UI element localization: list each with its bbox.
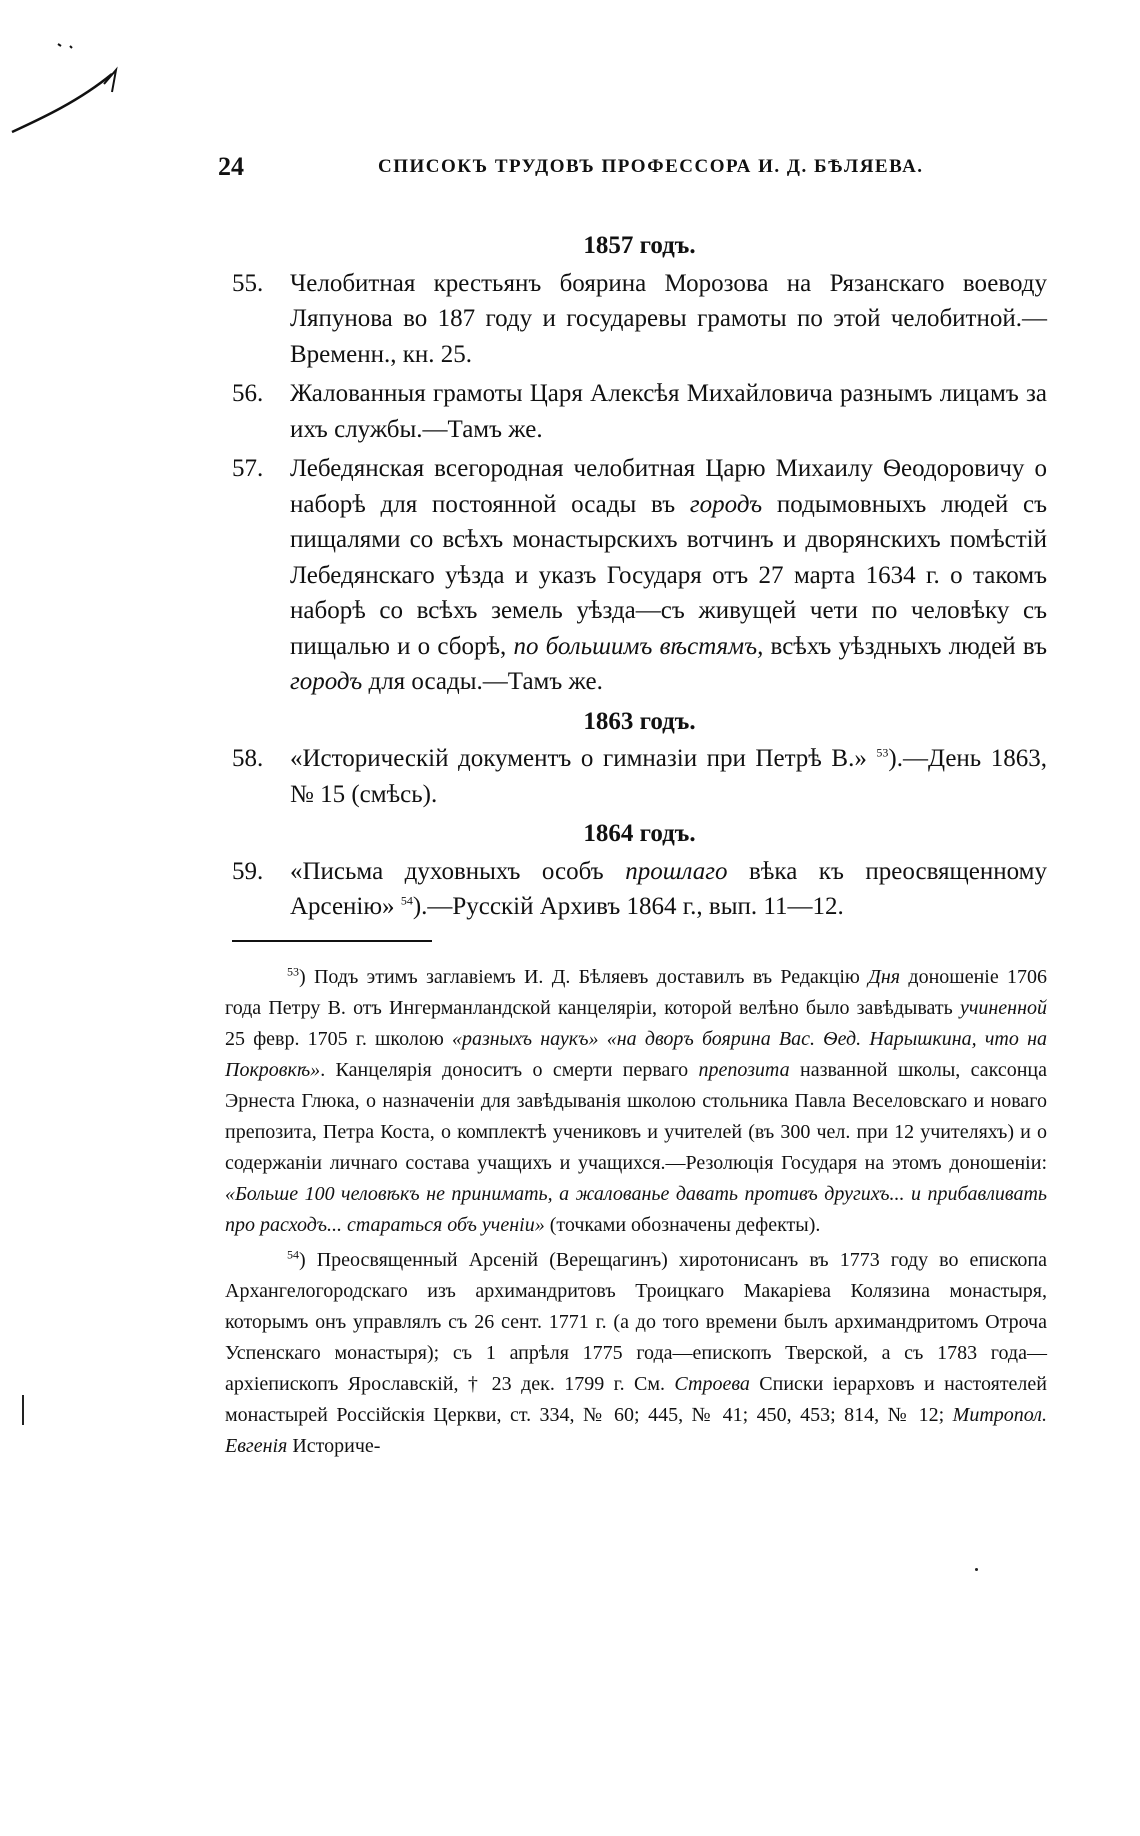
scan-speck — [22, 1395, 24, 1425]
entry-55 — [232, 266, 1047, 373]
entry-text — [290, 451, 1047, 700]
text-run: «Историческій документъ о гимназіи при Петрѣ В.» — [290, 745, 877, 772]
year-heading: 1863 годъ. — [583, 707, 696, 735]
entry-number: 58. — [232, 745, 264, 772]
entry-number: 55. — [232, 269, 264, 297]
entry-text: Челобитная крестьянъ боярина Морозова на Рязанскаго воеводу Ляпунова во 187 году и государевы грамоты по этой челобитной.—Временн., кн. 25. — [290, 269, 1047, 368]
entry-59 — [232, 854, 1047, 925]
italic-run: городъ — [290, 668, 363, 695]
footnote-ref: 53 — [876, 745, 889, 760]
entry-text — [290, 854, 1047, 925]
footnote-mark: 54 — [287, 1247, 299, 1262]
text-run: ) Подъ этимъ заглавіемъ И. Д. Бѣляевъ доставилъ въ Редакцію — [299, 966, 869, 988]
italic-run: учиненной — [959, 997, 1047, 1019]
italic-run: прошлаго — [625, 857, 728, 885]
page-number: 24 — [218, 152, 244, 181]
footnote-54 — [225, 1245, 1047, 1462]
footnotes — [225, 962, 1047, 1466]
main-text — [232, 228, 1047, 929]
text-run: . Канцелярія доноситъ о смерти перваго — [320, 1059, 699, 1081]
text-run: ).—Русскій Архивъ 1864 г., вып. 11—12. — [412, 893, 844, 920]
entry-number: 56. — [232, 380, 264, 407]
text-run: «Письма духовныхъ особъ — [290, 857, 626, 885]
running-title: СПИСОКЪ ТРУДОВЪ ПРОФЕССОРА И. Д. БѢЛЯЕВА. — [378, 156, 924, 177]
text-run: (точками обозначены дефекты). — [544, 1214, 821, 1236]
italic-run: «Больше 100 человѣкъ не принимать, а жалованье давать противъ другихъ... и прибавливать про расходъ... стараться объ ученіи» — [225, 1183, 1047, 1236]
text-run: вѣка къ преосвященному Арсенію» — [290, 857, 1047, 920]
entry-number: 57. — [232, 455, 264, 482]
text-run: Списки іерарховъ и настоятелей монастырей Россійскія Церкви, ст. 334, № 60; 445, № 41; 450, 453; 814, № 12; — [225, 1373, 1047, 1426]
text-run: всѣхъ уѣздныхъ людей въ — [763, 632, 1047, 660]
italic-run: Строева — [674, 1373, 750, 1395]
italic-run: по большимъ вѣстямъ, — [513, 632, 764, 660]
scan-speck — [975, 1568, 978, 1571]
footnote-rule — [232, 940, 432, 942]
italic-run: Митропол. Евгенія — [225, 1404, 1047, 1457]
text-run: Лебедянская всегородная челобитная Царю Михаилу Ѳеодоровичу о наборѣ для постоянной осады въ — [290, 455, 1047, 518]
entry-56 — [232, 376, 1047, 447]
footnote-ref: 54 — [400, 893, 413, 908]
italic-run: городъ — [689, 490, 763, 518]
entry-58 — [232, 741, 1047, 812]
entry-text — [290, 741, 1047, 812]
year-heading: 1857 годъ. — [583, 232, 696, 259]
text-run: для осады.—Тамъ же. — [362, 668, 603, 695]
text-run: 25 февр. 1705 г. школою — [225, 1028, 452, 1050]
text-run: ) Преосвященный Арсеній (Верещагинъ) хиротонисанъ въ 1773 году во епископа Архангелогородскаго изъ архимандритовъ Троицкаго Макаріева Колязина монастыря, которымъ онъ управлялъ съ 26 сент. 1771 г. (а до того времени былъ архимандритомъ Отроча Успенскаго монастыря); съ 1 апрѣля 1775 года—епископъ Тверской, а съ 1783 года—архіепископъ Ярославскій, † 23 дек. 1799 г. См. — [225, 1249, 1047, 1395]
entry-number: 59. — [232, 857, 264, 885]
entry-text: Жалованныя грамоты Царя Алексѣя Михайловича разнымъ лицамъ за ихъ службы.—Тамъ же. — [290, 380, 1047, 443]
footnote-53 — [225, 962, 1047, 1241]
text-run: Историче- — [287, 1435, 381, 1457]
footnote-mark: 53 — [287, 964, 299, 979]
year-heading: 1864 годъ. — [583, 820, 696, 847]
pen-mark-icon — [8, 40, 128, 140]
text-run: названной школы, саксонца Эрнеста Глюка, о назначеніи для завѣдыванія школою стольника Павла Веселовскаго и новаго препозита, Петра Коста, о комплектѣ учениковъ и учителей (въ 300 чел. при 12 учителяхъ) и о содержаніи личнаго состава учащихъ и учащихся.—Резолюція Государя на этомъ доношеніи: — [225, 1059, 1047, 1174]
italic-run: препозита — [698, 1059, 790, 1081]
text-run: подымовныхъ людей съ пищалями со всѣхъ монастырскихъ вотчинъ и дворянскихъ помѣстій Лебедянскаго уѣзда и указъ Государя отъ 27 марта 1634 г. о такомъ наборѣ со всѣхъ земель уѣзда—съ живущей чети по человѣку съ пищалью и о сборѣ, — [290, 490, 1048, 660]
text-run: ).—День 1863, № 15 (смѣсь). — [290, 745, 1047, 808]
entry-57 — [232, 451, 1047, 700]
text-run: доношеніе 1706 года Петру В. отъ Ингерманландской канцеляріи, которой велѣно было завѣдывать — [225, 966, 1048, 1019]
italic-run: Дня — [868, 966, 901, 988]
italic-run: «разныхъ наукъ» «на дворъ боярина Вас. Ѳед. Нарышкина, что на Покровкѣ» — [225, 1028, 1047, 1081]
